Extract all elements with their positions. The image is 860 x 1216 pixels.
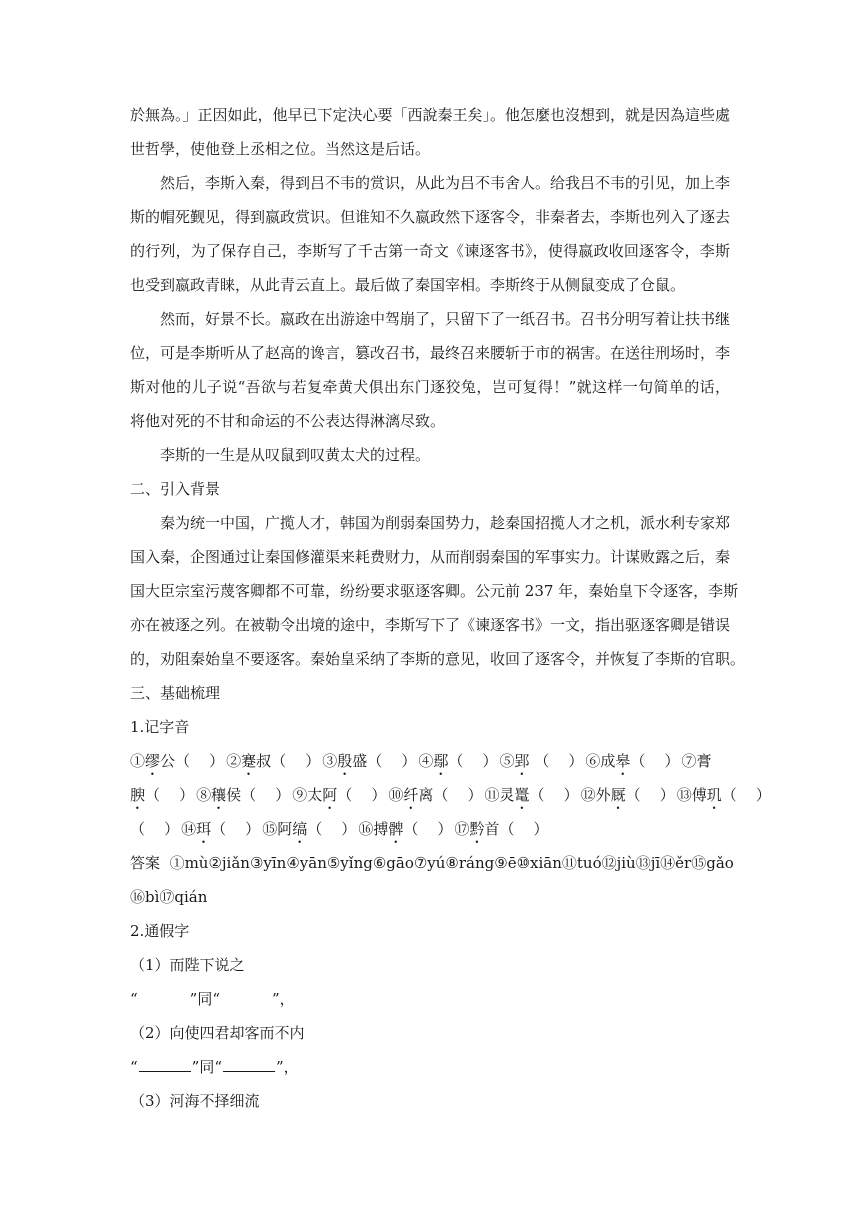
question-1-answer: “ ”同“ ”， bbox=[130, 990, 295, 1008]
answer-parentheses[interactable]: （ ） bbox=[367, 752, 417, 770]
paragraph-line: 的行列，为了保存自己，李斯写了千古第一奇文《谏逐客书》，使得嬴政收回逐客令，李斯 bbox=[130, 242, 730, 260]
paragraph-3: 李斯的一生是从叹鼠到叹黄太犬的过程。 bbox=[160, 446, 431, 464]
pronunciation-line bbox=[130, 744, 730, 778]
dotted-character: 皋 bbox=[615, 752, 631, 770]
dotted-character: 鼍 bbox=[514, 786, 530, 804]
intro-line-1: 於無為。」正因如此，他早已下定決心要「西說秦王矣」。他怎麼也沒想到，就是因為這些處 bbox=[130, 106, 731, 124]
document-page bbox=[130, 98, 771, 1118]
paragraph-2 bbox=[130, 302, 730, 438]
paragraph-line: 的，劝阻秦始皇不要逐客。秦始皇采纳了李斯的意见，收回了逐客令，并恢复了李斯的官职。 bbox=[130, 650, 746, 668]
intro-line-2: 世哲學，使他登上丞相之位。当然这是后话。 bbox=[130, 140, 431, 158]
answer-parentheses[interactable]: （ ） bbox=[241, 786, 291, 804]
answer-parentheses[interactable]: （ ） bbox=[534, 752, 584, 770]
dotted-character: 腴 bbox=[130, 786, 146, 804]
paragraph-line: 国大臣宗室污蔑客卿都不可靠，纷纷要求驱逐客卿。公元前 237 年，秦始皇下令逐客，李斯 bbox=[130, 582, 739, 600]
pronunciation-item: ⑨太阿（ ） bbox=[292, 786, 387, 804]
pronunciation-line bbox=[130, 778, 771, 812]
paragraph-line: 然而，好景不长。嬴政在出游途中驾崩了，只留下了一纸召书。召书分明写着让扶书继 bbox=[160, 310, 731, 328]
question-3: （3）河海不择细流 bbox=[130, 1092, 260, 1110]
pronunciation-item: ①缪公（ ） bbox=[130, 752, 225, 770]
answer-parentheses[interactable]: （ ） bbox=[271, 752, 321, 770]
dotted-character: 郢 bbox=[514, 752, 530, 770]
pronunciation-item: ⑥成皋（ ） bbox=[585, 752, 680, 770]
answer-parentheses[interactable]: （ ） bbox=[499, 820, 549, 838]
answer-parentheses[interactable]: （ ） bbox=[175, 752, 225, 770]
dotted-character: 黔 bbox=[469, 820, 485, 838]
dotted-character: 玑 bbox=[706, 786, 722, 804]
paragraph-line: 斯对他的儿子说“吾欲与若复牵黄犬俱出东门逐狡兔，岂可复得！”就这样一句简单的话， bbox=[130, 378, 730, 396]
answer-parentheses[interactable]: （ ） bbox=[433, 786, 483, 804]
pronunciation-item: ⑰黔首（ ） bbox=[454, 820, 549, 838]
dotted-character: 蹇 bbox=[241, 752, 257, 770]
answer-parentheses[interactable]: （ ） bbox=[145, 786, 195, 804]
pronunciation-item: ⑫外厩（ ） bbox=[580, 786, 675, 804]
question-1: （1）而陛下说之 bbox=[130, 956, 245, 974]
answer-parentheses[interactable]: （ ） bbox=[307, 820, 357, 838]
subheading-pronunciation: 1.记字音 bbox=[130, 718, 190, 736]
pronunciation-item: ⑤郢 （ ） bbox=[499, 752, 584, 770]
section-heading-basics: 三、基础梳理 bbox=[130, 684, 221, 702]
pronunciation-item: ⑮阿缟（ ） bbox=[262, 820, 357, 838]
answer-parentheses[interactable]: （ ） bbox=[403, 820, 453, 838]
dotted-character: 穰 bbox=[211, 786, 227, 804]
pronunciation-item: ⑦膏 bbox=[681, 752, 712, 770]
pronunciation-item: ⑧穰侯（ ） bbox=[196, 786, 291, 804]
subheading-tongjiazi: 2.通假字 bbox=[130, 922, 190, 940]
answer-blank[interactable] bbox=[223, 1055, 275, 1072]
pronunciation-item: ⑪灵鼍（ ） bbox=[484, 786, 579, 804]
answer-blank[interactable] bbox=[139, 1055, 191, 1072]
question-2: （2）向使四君却客而不内 bbox=[130, 1024, 305, 1042]
paragraph-line: 然后，李斯入秦，得到吕不韦的赏识，从此为吕不韦舍人。给我吕不韦的引见，加上李 bbox=[160, 174, 731, 192]
answer-text: ①mù②jiǎn③yīn④yān⑤yǐng⑥gāo⑦yú⑧ráng⑨ē⑩xiān⑪tuó⑫jiù⑬jī⑭ěr⑮gǎo bbox=[169, 854, 734, 872]
dotted-character: 阿 bbox=[322, 786, 338, 804]
paragraph-line: 亦在被逐之列。在被勒令出境的途中，李斯写下了《谏逐客书》一文，指出驱逐客卿是错误 bbox=[130, 616, 731, 634]
paragraph-line: 位，可是李斯听从了赵高的谗言，篡改召书，最终召来腰斩于市的祸害。在送往刑场时，李 bbox=[130, 344, 731, 362]
answer-parentheses[interactable]: （ ） bbox=[625, 786, 675, 804]
dotted-character: 殷 bbox=[337, 752, 353, 770]
answer-parentheses[interactable]: （ ） bbox=[721, 786, 771, 804]
paragraph-1 bbox=[130, 166, 730, 302]
section-heading-background: 二、引入背景 bbox=[130, 480, 221, 498]
paragraph-line: 斯的帽死觐见，得到嬴政赏识。但谁知不久嬴政然下逐客令，非秦者去，李斯也列入了逐去 bbox=[130, 208, 731, 226]
answer-parentheses[interactable]: （ ） bbox=[211, 820, 261, 838]
answer-parentheses[interactable]: （ ） bbox=[337, 786, 387, 804]
pronunciation-line bbox=[130, 812, 730, 846]
paragraph-line: 也受到嬴政青睐，从此青云直上。最后做了秦国宰相。李斯终于从侧鼠变成了仓鼠。 bbox=[130, 276, 686, 294]
paragraph-line: 秦为统一中国，广揽人才，韩国为削弱秦国势力，趁秦国招揽人才之机，派水利专家郑 bbox=[160, 514, 731, 532]
paragraph-line: 国入秦，企图通过让秦国修灌渠来耗费财力，从而削弱秦国的军事实力。计谋败露之后，秦 bbox=[130, 548, 731, 566]
pronunciation-item: ⑬傅玑（ ） bbox=[676, 786, 771, 804]
answer-parentheses[interactable]: （ ） bbox=[630, 752, 680, 770]
pronunciation-item: ⑩纤离（ ） bbox=[388, 786, 483, 804]
dotted-character: 缟 bbox=[292, 820, 308, 838]
pronunciation-item bbox=[130, 786, 194, 804]
paragraph-line: 将他对死的不甘和命运的不公表达得淋漓尽致。 bbox=[130, 412, 446, 430]
answer-line-1 bbox=[130, 846, 734, 880]
pronunciation-item: ②蹇叔（ ） bbox=[226, 752, 321, 770]
pronunciation-item bbox=[130, 820, 179, 838]
pronunciation-item: ⑭珥（ ） bbox=[181, 820, 261, 838]
pronunciation-item: ③殷盛（ ） bbox=[322, 752, 417, 770]
dotted-character: 缪 bbox=[145, 752, 161, 770]
answer-parentheses[interactable]: （ ） bbox=[448, 752, 498, 770]
dotted-character: 纤 bbox=[403, 786, 419, 804]
dotted-character: 珥 bbox=[196, 820, 212, 838]
answer-parentheses[interactable]: （ ） bbox=[130, 820, 180, 838]
answer-parentheses[interactable]: （ ） bbox=[529, 786, 579, 804]
pronunciation-item: ④鄢（ ） bbox=[418, 752, 498, 770]
dotted-character: 厩 bbox=[610, 786, 626, 804]
question-2-answer: “ ”同“ ”， bbox=[130, 1050, 730, 1084]
pronunciation-item: ⑯搏髀（ ） bbox=[358, 820, 453, 838]
answer-label: 答案 bbox=[130, 854, 161, 872]
answer-line-2: ⑯bì⑰qián bbox=[130, 888, 208, 906]
pronunciation-list bbox=[130, 744, 771, 846]
background-paragraph bbox=[130, 506, 746, 676]
dotted-character: 髀 bbox=[388, 820, 404, 838]
dotted-character: 鄢 bbox=[433, 752, 449, 770]
